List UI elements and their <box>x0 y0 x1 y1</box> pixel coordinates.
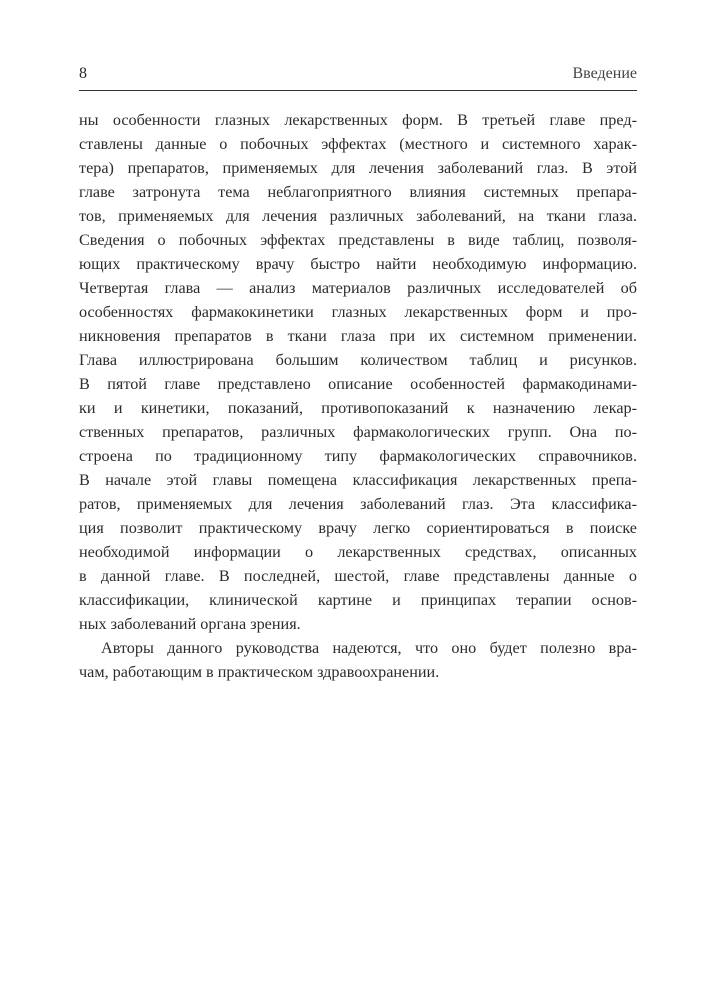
text-line: главе затронута тема неблагоприятного влияния системных препара- <box>79 183 637 201</box>
text-line: строена по традиционному типу фармакологических справочников. <box>79 447 637 465</box>
text-line: тера) препаратов, применяемых для лечения заболеваний глаз. В этой <box>79 159 637 177</box>
text-line: чам, работающим в практическом здравоохранении. <box>79 663 440 681</box>
running-section-title: Введение <box>572 65 637 82</box>
text-line: ставлены данные о побочных эффектах (местного и системного харак- <box>79 135 637 153</box>
text-line: необходимой информации о лекарственных средствах, описанных <box>79 543 637 561</box>
text-line: Сведения о побочных эффектах представлены в виде таблиц, позволя- <box>79 231 637 249</box>
text-line: В пятой главе представлено описание особенностей фармакодинами- <box>79 375 637 393</box>
text-line: ных заболеваний органа зрения. <box>79 615 301 633</box>
text-line: Четвертая глава — анализ материалов различных исследователей об <box>79 279 637 297</box>
running-header <box>79 62 637 91</box>
text-line: ны особенности глазных лекарственных форм. В третьей главе пред- <box>79 111 637 129</box>
text-line: В начале этой главы помещена классификация лекарственных препа- <box>79 471 637 489</box>
text-line: классификации, клинической картине и принципах терапии основ- <box>79 591 637 609</box>
text-line: Глава иллюстрирована большим количеством таблиц и рисунков. <box>79 351 637 369</box>
paragraph-2 <box>79 636 637 684</box>
text-line: ки и кинетики, показаний, противопоказаний к назначению лекар- <box>79 399 637 417</box>
text-line: ратов, применяемых для лечения заболеваний глаз. Эта классифика- <box>79 495 637 513</box>
text-line: ющих практическому врачу быстро найти необходимую информацию. <box>79 255 637 273</box>
text-line: тов, применяемых для лечения различных заболеваний, на ткани глаза. <box>79 207 637 225</box>
text-line: Авторы данного руководства надеются, что оно будет полезно вра- <box>101 639 637 657</box>
body-text <box>79 108 637 684</box>
paragraph-1 <box>79 108 637 636</box>
page-number: 8 <box>79 65 87 82</box>
text-line: в данной главе. В последней, шестой, главе представлены данные о <box>79 567 637 585</box>
text-line: особенностях фармакокинетики глазных лекарственных форм и про- <box>79 303 637 321</box>
text-line: никновения препаратов в ткани глаза при их системном применении. <box>79 327 637 345</box>
text-line: ция позволит практическому врачу легко сориентироваться в поиске <box>79 519 637 537</box>
text-line: ственных препаратов, различных фармакологических групп. Она по- <box>79 423 637 441</box>
